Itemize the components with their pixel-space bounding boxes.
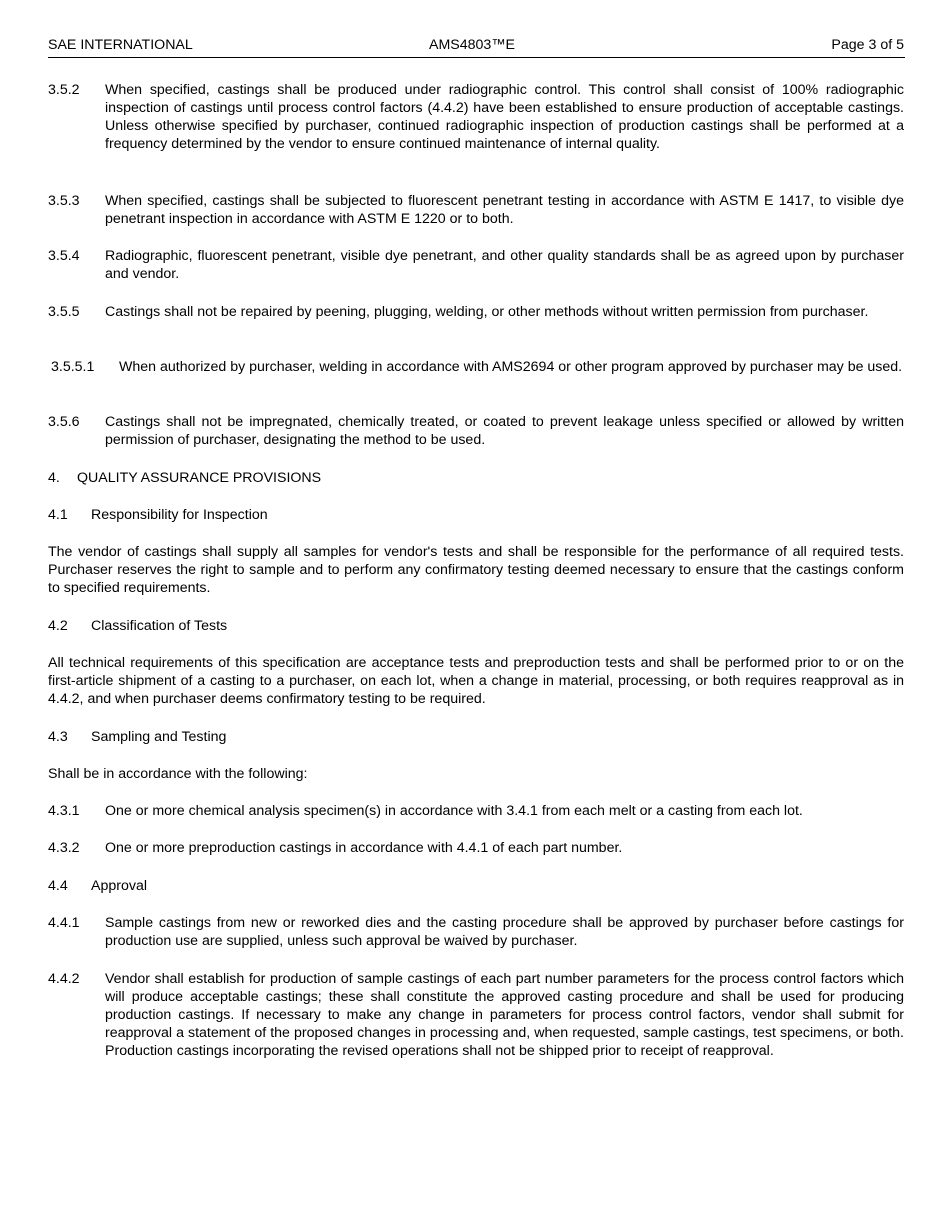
section-text: One or more chemical analysis specimen(s) in accordance with 3.4.1 from each melt or a casting from each lot. bbox=[105, 803, 803, 819]
paragraph-4-2: All technical requirements of this specification are acceptance tests and preproduction tests and shall be performed prior to or on the first-article shipment of a casting to a purchaser, on each lot, when a change in material, processing, or both requires reapproval as in 4.4.2, and when purchaser deems confirmatory testing to be required. bbox=[48, 655, 904, 708]
section-number: 3.5.5 bbox=[48, 304, 80, 320]
section-number: 4.3.2 bbox=[48, 840, 80, 856]
heading-number: 4.1 bbox=[48, 507, 68, 523]
section-text: Castings shall not be repaired by peening, plugging, welding, or other methods without written permission from purchaser. bbox=[105, 304, 869, 320]
section-number: 3.5.3 bbox=[48, 193, 80, 209]
heading-4 bbox=[48, 469, 904, 487]
section-text: Castings shall not be impregnated, chemically treated, or coated to prevent leakage unless specified or allowed by written permission of purchaser, designating the method to be used. bbox=[105, 414, 904, 449]
section-4-4-1 bbox=[48, 914, 904, 951]
section-text: When specified, castings shall be subjected to fluorescent penetrant testing in accordance with ASTM E 1417, to visible dye penetrant inspection in accordance with ASTM E 1220 or to both. bbox=[105, 193, 904, 228]
heading-title: Responsibility for Inspection bbox=[91, 507, 268, 523]
section-text: Radiographic, fluorescent penetrant, visible dye penetrant, and other quality standards shall be as agreed upon by purchaser and vendor. bbox=[105, 248, 904, 283]
section-number: 4.3.1 bbox=[48, 803, 80, 819]
section-number: 4.4.2 bbox=[48, 971, 80, 987]
section-3-5-4 bbox=[48, 247, 904, 284]
heading-title: Classification of Tests bbox=[91, 618, 228, 634]
paragraph-4-1: The vendor of castings shall supply all samples for vendor's tests and shall be responsible for the performance of all required tests. Purchaser reserves the right to sample and to perform any confirmatory testing deemed necessary to ensure that the castings conform to specified requirements. bbox=[48, 544, 904, 597]
heading-title: Sampling and Testing bbox=[91, 729, 227, 745]
section-number: 3.5.6 bbox=[48, 414, 80, 430]
section-number: 3.5.2 bbox=[48, 82, 80, 98]
section-text: When authorized by purchaser, welding in accordance with AMS2694 or other program approved by purchaser may be used. bbox=[119, 359, 903, 375]
section-number: 3.5.4 bbox=[48, 248, 80, 264]
header-doc-id: AMS4803™E bbox=[429, 37, 515, 53]
heading-4-1 bbox=[48, 506, 904, 524]
header-org: SAE INTERNATIONAL bbox=[48, 37, 193, 53]
heading-number: 4.3 bbox=[48, 729, 68, 745]
section-4-3-1 bbox=[48, 802, 904, 822]
heading-4-2 bbox=[48, 617, 904, 635]
section-number: 4.4.1 bbox=[48, 915, 80, 931]
section-4-4-2 bbox=[48, 970, 904, 1080]
section-text: When specified, castings shall be produced under radiographic control. This control shall consist of 100% radiographic inspection of castings until process control factors (4.4.2) have been established to ensure production of acceptable castings. Unless otherwise specified by purchaser, continued radiographic inspection of production castings shall be performed at a frequency determined by the vendor to ensure continued maintenance of internal quality. bbox=[105, 82, 904, 153]
heading-title: Approval bbox=[91, 878, 147, 894]
section-number: 3.5.5.1 bbox=[51, 359, 95, 375]
page-header bbox=[48, 37, 905, 58]
section-text: Vendor shall establish for production of sample castings of each part number parameters for the process control factors which will produce acceptable castings; these shall constitute the approved casting procedure and shall be used for producing production castings. If necessary to make any change in parameters for process control factors, vendor shall submit for reapproval a statement of the proposed changes in processing and, when requested, sample castings, test specimens, or both. Production castings incorporating the revised operations shall not be shipped prior to receipt of reapproval. bbox=[105, 971, 904, 1060]
heading-number: 4.2 bbox=[48, 618, 68, 634]
heading-4-4 bbox=[48, 877, 904, 895]
section-3-5-6 bbox=[48, 413, 904, 450]
section-3-5-5 bbox=[48, 303, 904, 340]
heading-number: 4. bbox=[48, 470, 60, 486]
section-text: Sample castings from new or reworked dies and the casting procedure shall be approved by purchaser before castings for production use are supplied, unless such approval be waived by purchaser. bbox=[105, 915, 904, 950]
heading-number: 4.4 bbox=[48, 878, 68, 894]
section-3-5-3 bbox=[48, 192, 904, 229]
heading-title: QUALITY ASSURANCE PROVISIONS bbox=[77, 470, 322, 486]
section-4-3-2 bbox=[48, 839, 904, 859]
section-3-5-5-1 bbox=[48, 358, 904, 395]
section-3-5-2 bbox=[48, 81, 904, 173]
section-text: One or more preproduction castings in accordance with 4.4.1 of each part number. bbox=[105, 840, 623, 856]
header-page-number: Page 3 of 5 bbox=[831, 37, 904, 53]
paragraph-4-3: Shall be in accordance with the following: bbox=[48, 766, 308, 782]
heading-4-3 bbox=[48, 728, 904, 746]
